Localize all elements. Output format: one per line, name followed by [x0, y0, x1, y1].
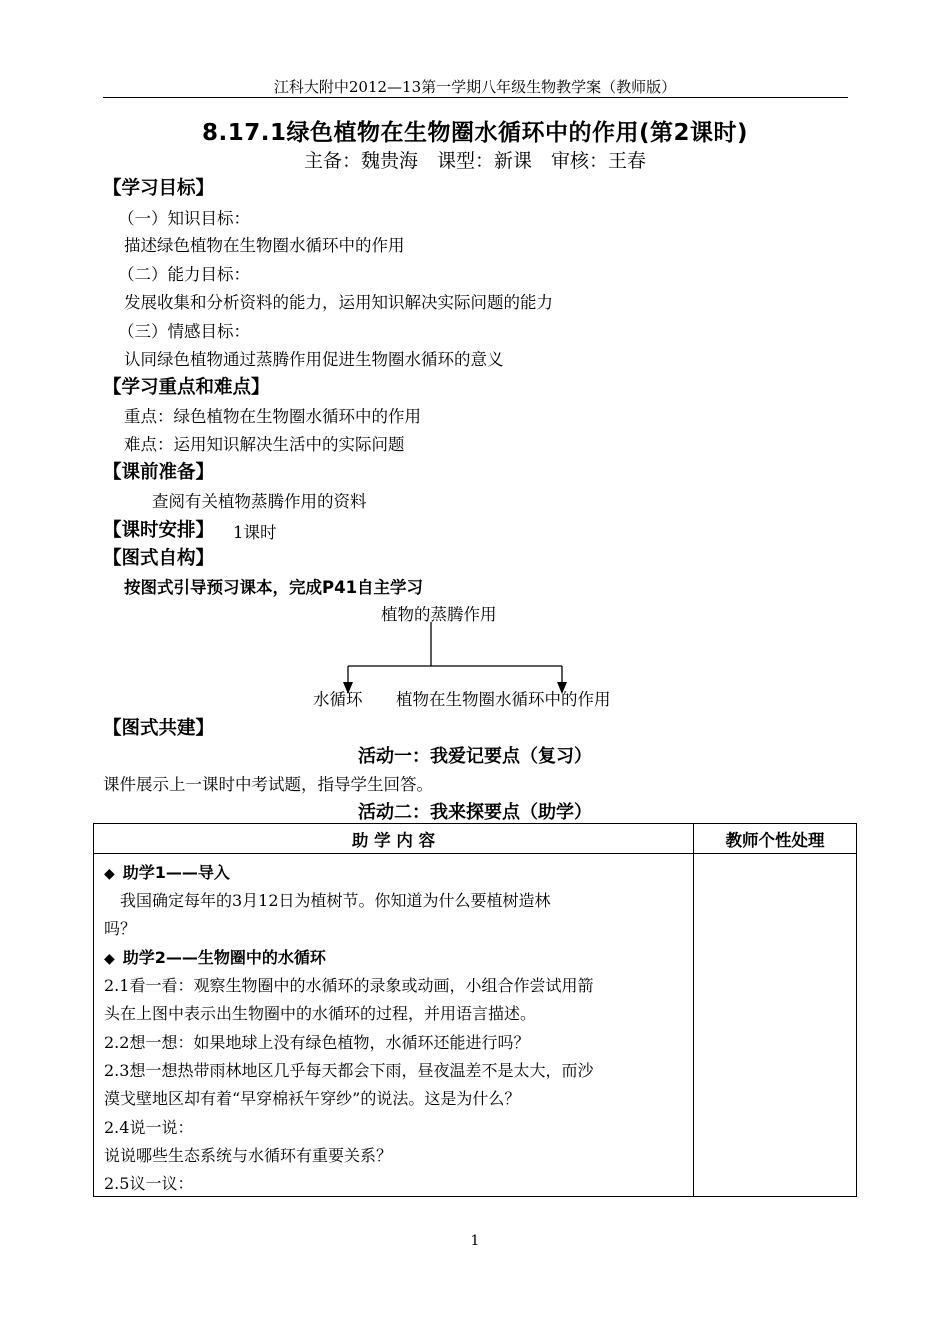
table-line: 吗？ [104, 919, 137, 938]
table-line: 2.3想一想热带雨林地区几乎每天都会下雨，昼夜温差不是太大，而沙 [104, 1061, 594, 1080]
activity1-text: 课件展示上一课时中考试题，指导学生回答。 [103, 775, 433, 794]
document-subtitle: 主备：魏贵海 课型：新课 审核：王春 [303, 150, 646, 172]
goals-line: （一）知识目标： [118, 209, 250, 228]
difficulty-line: 难点：运用知识解决生活中的实际问题 [124, 435, 405, 454]
goals-line: 发展收集和分析资料的能力，运用知识解决实际问题的能力 [124, 293, 553, 312]
self-build-instruction: 按图式引导预习课本，完成P41自主学习 [124, 578, 424, 597]
diamond-bullet-icon: ◆ [104, 866, 115, 882]
goals-line: 认同绿色植物通过蒸腾作用促进生物圈水循环的意义 [124, 350, 504, 369]
col-header-teacher: 教师个性处理 [694, 824, 857, 854]
self-build-heading: 【图式自构】 [103, 548, 215, 569]
document-title: 8.17.1绿色植物在生物圈水循环中的作用(第2课时) [201, 120, 748, 146]
table-line: 2.5议一议： [104, 1174, 194, 1193]
table-line: 说说哪些生态系统与水循环有重要关系？ [104, 1146, 393, 1165]
table-line [104, 860, 230, 883]
table-line: 我国确定每年的3月12日为植树节。你知道为什么要植树造林 [104, 891, 551, 910]
col-header-content: 助 学 内 容 [94, 824, 694, 854]
goals-heading: 【学习目标】 [103, 178, 215, 199]
diagram-top-node: 植物的蒸腾作用 [381, 605, 497, 624]
key-point-line: 重点：绿色植物在生物圈水循环中的作用 [124, 407, 421, 426]
co-build-heading: 【图式共建】 [103, 718, 215, 739]
activity1-title: 活动一：我爱记要点（复习） [358, 746, 592, 767]
table-line: 2.4说一说： [104, 1118, 194, 1137]
table-line: 漠戈壁地区却有着“早穿棉袄午穿纱”的说法。这是为什么？ [104, 1089, 521, 1108]
table-line [104, 945, 326, 968]
diagram-left-node: 水循环 [313, 690, 363, 709]
table-line-text: 助学1——导入 [122, 863, 230, 882]
diagram-right-node: 植物在生物圈水循环中的作用 [396, 690, 611, 709]
prep-line: 查阅有关植物蒸腾作用的资料 [152, 492, 367, 511]
activity2-title: 活动二：我来探要点（助学） [358, 802, 592, 823]
goals-line: （三）情感目标： [118, 322, 250, 341]
study-aid-table [93, 823, 857, 1197]
table-line: 头在上图中表示出生物圈中的水循环的过程，并用语言描述。 [104, 1004, 537, 1023]
table-line: 2.1看一看：观察生物圈中的水循环的录象或动画，小组合作尝试用箭 [104, 976, 594, 995]
content-cell [94, 854, 694, 1197]
table-line-text: 助学2——生物圈中的水循环 [122, 948, 326, 967]
diamond-bullet-icon: ◆ [104, 951, 115, 967]
schedule-value: 1课时 [233, 523, 277, 542]
prep-heading: 【课前准备】 [103, 462, 215, 483]
goals-line: 描述绿色植物在生物圈水循环中的作用 [124, 236, 405, 255]
goals-line: （二）能力目标： [118, 265, 250, 284]
teacher-notes-cell [694, 854, 857, 1197]
table-line: 2.2想一想：如果地球上没有绿色植物，水循环还能进行吗？ [104, 1033, 530, 1052]
page-number: 1 [470, 1233, 480, 1249]
schedule-heading: 【课时安排】 [103, 520, 215, 541]
page-header: 江科大附中2012—13第一学期八年级生物教学案（教师版） [273, 78, 677, 96]
key-points-heading: 【学习重点和难点】 [103, 377, 270, 398]
